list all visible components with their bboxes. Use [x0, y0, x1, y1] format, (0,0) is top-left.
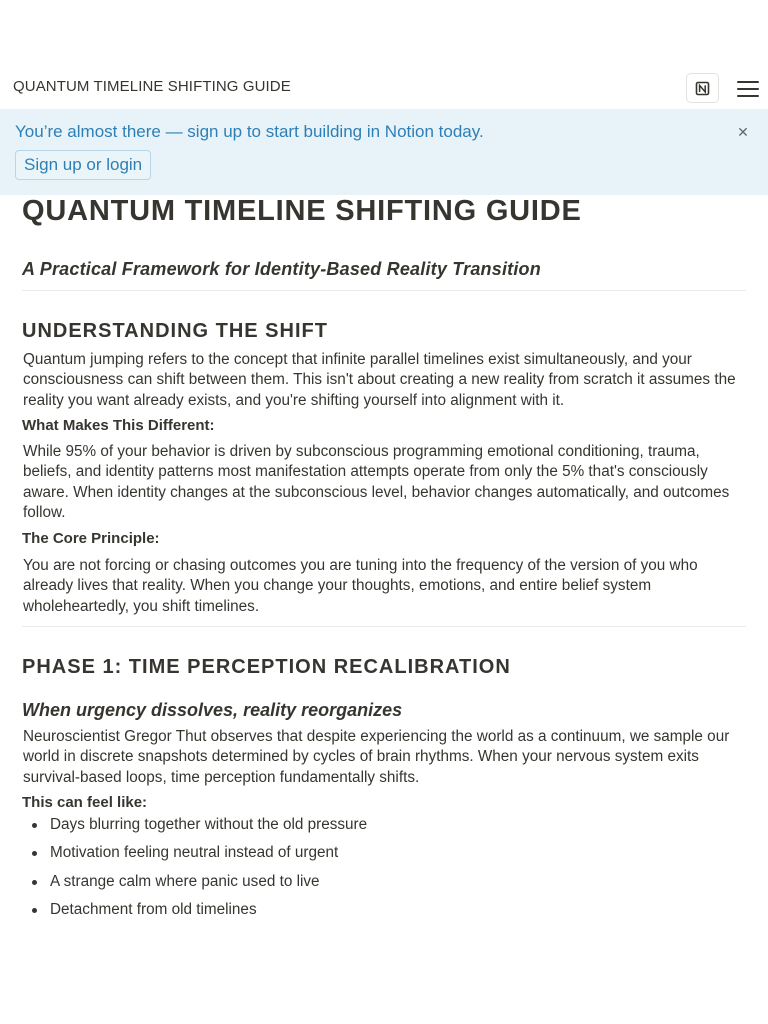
list-item-text: Detachment from old timelines [50, 900, 257, 918]
page-title: QUANTUM TIMELINE SHIFTING GUIDE [22, 195, 582, 227]
list-item [22, 815, 367, 843]
page-subtitle: A Practical Framework for Identity-Based Reality Transition [22, 259, 541, 279]
close-icon[interactable]: ✕ [737, 124, 749, 140]
paragraph-subconscious: While 95% of your behavior is driven by subconscious programming emotional conditioning, trauma, beliefs, and identity patterns most manifestation attempts operate from only the 5% that's consciously aware. When identity changes at the subconscious level, behavior changes automatically, and outcomes follow. [23, 443, 730, 522]
list-item-text: Days blurring together without the old pressure [50, 816, 368, 833]
intro-paragraph: Quantum jumping refers to the concept that infinite parallel timelines exist simultaneously, and your consciousness can shift between them. This isn't about creating a new reality from scratch it assumes the reality you want already exists, and you're shifting yourself into alignment with it. [23, 351, 736, 409]
notion-logo-button[interactable] [686, 73, 719, 103]
list-item [22, 872, 367, 900]
divider [22, 290, 746, 291]
list-item-text: A strange calm where panic used to live [50, 872, 320, 890]
header-page-title[interactable]: QUANTUM TIMELINE SHIFTING GUIDE [13, 78, 291, 95]
signup-login-button[interactable]: Sign up or login [15, 150, 151, 180]
bullet-list [22, 815, 367, 928]
list-item [22, 900, 367, 928]
paragraph-neuroscience: Neuroscientist Gregor Thut observes that despite experiencing the world as a continuum, we sample our world in discrete snapshots determined by cycles of brain rhythms. When your nervous system exits survival-based loops, time perception fundamentally shifts. [23, 728, 730, 786]
section-heading-phase-1: PHASE 1: TIME PERCEPTION RECALIBRATION [22, 656, 511, 678]
hamburger-menu-icon[interactable] [736, 79, 760, 99]
paragraph-core-principle: You are not forcing or chasing outcomes you are tuning into the frequency of the version of you who already lives that reality. When you change your thoughts, emotions, and entire belief system wholeheartedly, you shift timelines. [23, 557, 698, 615]
notion-logo-icon [695, 81, 710, 96]
label-core-principle: The Core Principle: [22, 530, 160, 547]
subheading-urgency: When urgency dissolves, reality reorganizes [22, 700, 403, 720]
divider [22, 626, 746, 627]
label-can-feel-like: This can feel like: [22, 794, 148, 811]
top-bar [0, 70, 768, 108]
section-heading-understanding: UNDERSTANDING THE SHIFT [22, 320, 328, 342]
list-item-text: Motivation feeling neutral instead of urgent [50, 844, 339, 862]
signup-banner [0, 109, 768, 195]
list-item [22, 843, 367, 871]
label-what-makes-different: What Makes This Different: [22, 417, 215, 434]
banner-message: You’re almost there — sign up to start building in Notion today. [15, 122, 484, 141]
